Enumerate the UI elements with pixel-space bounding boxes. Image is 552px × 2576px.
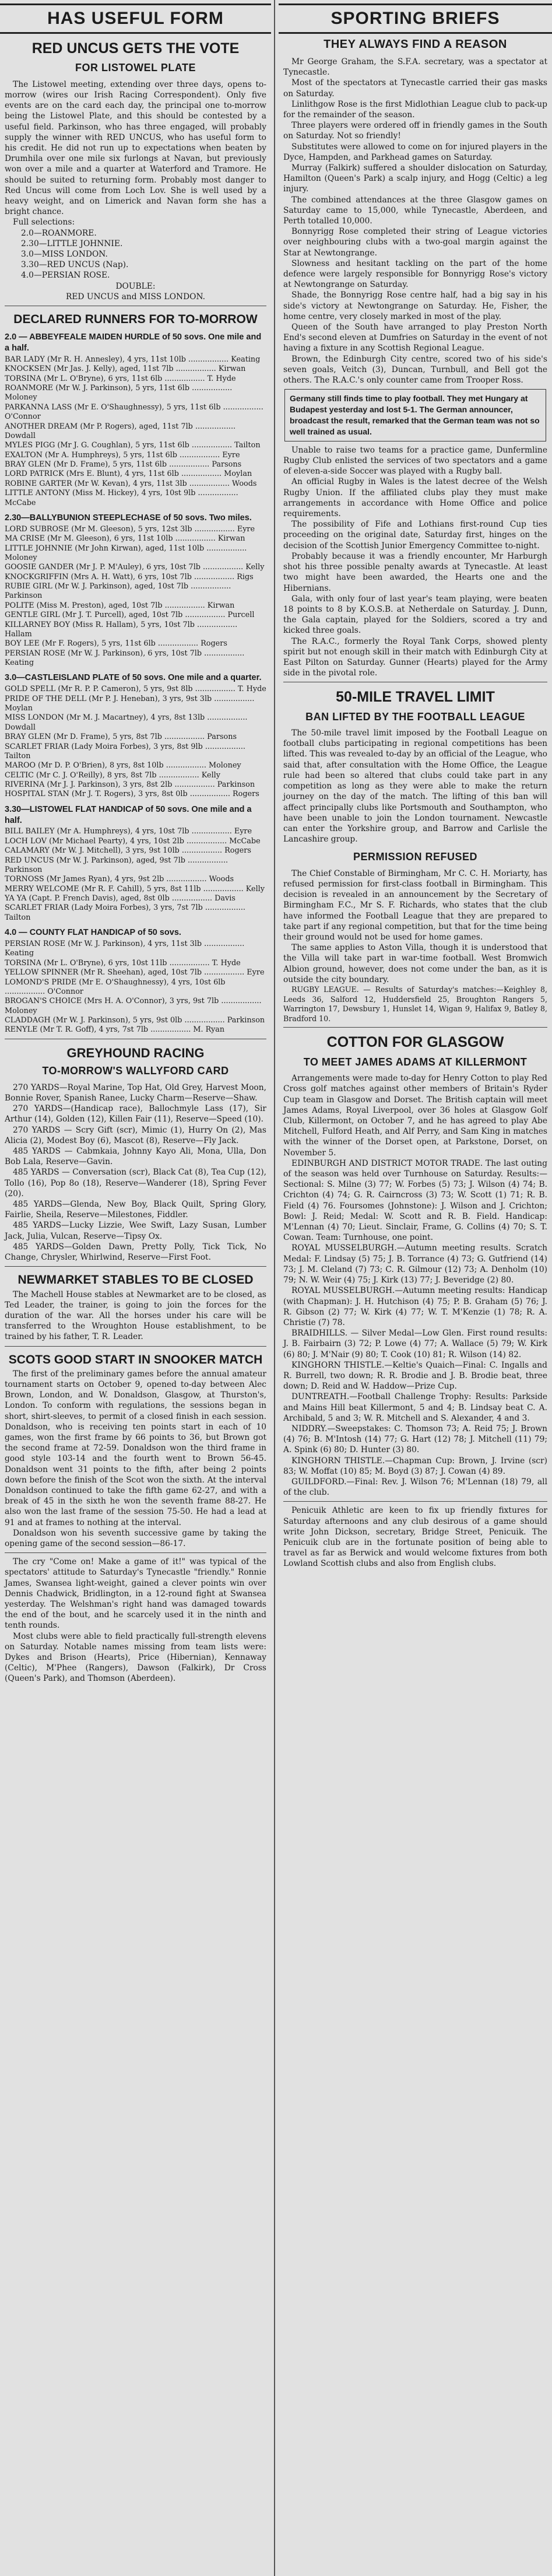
paragraph: The cry "Come on! Make a game of it!" was typical of the spectators' attitude to Saturday's Tynecastle "friendly." Ronnie James, Swansea light-weight, gained a clever points win over Dennis Chadwick, Bridlington, in a 12-round fight at Swansea yesterday. The Welshman's right hand was damaged towards the end of the bout, and he scarcely used it in the ninth and tenth rounds. <box>5 1557 266 1631</box>
newmarket-headline: NEWMARKET STABLES TO BE CLOSED <box>17 1273 254 1287</box>
runner-entry: EXALTON (Mr A. Humphreys), 5 yrs, 11st 6lb ................. Eyre <box>5 450 240 460</box>
race-title: 4.0 — COUNTY FLAT HANDICAP of 50 sovs. <box>5 928 181 938</box>
runner-entry: MYLES PIGG (Mr J. G. Coughlan), 5 yrs, 11st 6lb ................. Tailton <box>5 441 261 450</box>
runner-entry: ANOTHER DREAM (Mr P. Rogers), aged, 11st 7lb ................. Dowdall <box>5 422 236 440</box>
runner-entry: LORD PATRICK (Mrs E. Blunt), 4 yrs, 11st 6lb ................. Moylan <box>5 469 252 479</box>
result-paragraph: NIDDRY.—Sweepstakes: C. Thomson 73; A. Reid 75; J. Brown (4) 76; B. M'Intosh (14) 77; G. Hart (12) 78; J. Mitchell (11) 79; A. Spink (6) 80; D. Hunter (3) 80. <box>283 1424 547 1455</box>
runners-headline: DECLARED RUNNERS FOR TO-MORROW <box>13 313 258 327</box>
runner-entry: BOY LEE (Mr F. Rogers), 5 yrs, 11st 6lb ................. Rogers <box>5 639 227 649</box>
runner-entry: RED UNCUS (Mr W. J. Parkinson), aged, 9st 7lb ................. Parkinson <box>5 856 228 874</box>
runner-entry: ROBINE GARTER (Mr W. Kevan), 4 yrs, 11st 3lb ................. Woods <box>5 479 257 488</box>
brief-paragraph: Murray (Falkirk) suffered a shoulder dislocation on Saturday, Hamilton (Queen's Park) a scalp injury, and Hogg (Celtic) a leg injury. <box>283 163 547 194</box>
brief-paragraph: Mr George Graham, the S.F.A. secretary, was a spectator at Tynecastle. <box>283 57 547 78</box>
paragraph: Arrangements were made to-day for Henry Cotton to play Red Cross golf matches against other members of Britain's Ryder Cup team in Glasgow and Dorset. The British captain will meet James Adams, Royal Liverpool, over 36 holes at Glasgow Golf Club, Killermont, on October 7, and he has agreed to play Abe Mitchell, Fulford Heath, and Alf Perry, and Sam King in matches with the winner of the Dorset open, at Parkstone, Dorset, on November 5. <box>283 1074 547 1158</box>
rule <box>283 1501 547 1502</box>
left-banner: HAS USEFUL FORM <box>0 3 271 34</box>
cotton-headline: COTTON FOR GLASGOW <box>326 1034 504 1051</box>
runner-entry: RIVERINA (Mr J. J. Parkinson), 3 yrs, 8st 2lb ................. Parkinson <box>5 780 255 790</box>
runner-entry: BRAY GLEN (Mr D. Frame), 5 yrs, 11st 6lb ................. Parsons <box>5 460 242 469</box>
paragraph: Most clubs were able to field practically full-strength elevens on Saturday. Notable names missing from team lists were: Dykes and Brison (Hearts), Price (Hibernian), Kennaway (Celtic), M'Phee (Rangers), Dawson (Falkirk), Dr Cross (Queen's Park), and Thomson (Aberdeen). <box>5 1631 266 1684</box>
runner-entry: HOSPITAL STAN (Mr J. T. Rogers), 3 yrs, 8st 0lb ................. Rogers <box>5 790 259 799</box>
selection-item: 3.30—RED UNCUS (Nap). <box>21 260 129 270</box>
brief-paragraph: An official Rugby in Wales is the latest decree of the Welsh Rugby Union. If the affiliated clubs play they must make arrangements in accordance with Home Office and police requirements. <box>283 477 547 519</box>
greyhound-headline: GREYHOUND RACING <box>66 1045 205 1060</box>
brief-paragraph: Slowness and hesitant tackling on the part of the home defence were largely responsible for Bonnyrigg Rose's victory at Newtongrange on Saturday. <box>283 258 547 290</box>
runner-entry: PRIDE OF THE DELL (Mr P. J. Heneban), 3 yrs, 9st 3lb ................. Moylan <box>5 694 255 713</box>
runner-entry: GENTLE GIRL (Mr J. T. Purcell), aged, 10st 7lb ................. Purcell <box>5 611 255 620</box>
runner-entry: RUBIE GIRL (Mr W. J. Parkinson), aged, 10st 7lb ................. Parkinson <box>5 582 231 601</box>
brief-paragraph: Probably because it was a friendly encounter, Mr Harburgh shot his three possible penalty awards at Tynecastle. At least two might have been awarded, the Hearts one and the Hibernians. <box>283 551 547 593</box>
paragraph: Full selections: <box>13 218 75 227</box>
runner-entry: MERRY WELCOME (Mr R. F. Cahill), 5 yrs, 8st 11lb ................. Kelly <box>5 884 265 893</box>
runner-entry: KNOCKGRIFFIN (Mrs A. H. Watt), 6 yrs, 10st 7lb ................. Rigs <box>5 572 254 581</box>
travel-subheadline: BAN LIFTED BY THE FOOTBALL LEAGUE <box>305 710 525 723</box>
paragraph: The first of the preliminary games before the annual amateur tournament starts on October 9, opened to-day between Alec Brown, London, and W. Donaldson, Glasgow, at Thurston's, London. To conform with regulations, the sessions began in short, shirt-sleeves, to permit of a closed finish in each session. Donaldson, who is receiving ten points start in each of 10 games, won the first frame by 66 points to 36, but Brown got the second frame at 72-59. Donaldson won the third frame in good style 103-14 and the fourth went to Brown 56-45. Donaldson went 31 points to the fifth, after being 2 points down before the finish of the Scot won the sixth. At the interval Donaldson continued to take the fifth game 62-27, and with a break of 45 in the sixth he won the seventh frame 88-27. He also won the last frame of the session 75-50. He had a lead at 91 and at frames to nothing at the interval. <box>5 1369 266 1527</box>
paragraph: Penicuik Athletic are keen to fix up friendly fixtures for Saturday afternoons and any club desirous of a game should write John Dickson, secretary, Bridge Street, Penicuik. The Penicuik club are in the fortunate position of being able to travel as far as Berwick and would welcome fixtures from both Lowland Scottish clubs and also from English clubs. <box>283 1506 547 1569</box>
runner-entry: SCARLET FRIAR (Lady Moira Forbes), 3 yrs, 8st 9lb ................. Tailton <box>5 742 245 760</box>
runner-entry: RENYLE (Mr T. R. Goff), 4 yrs, 7st 7lb ................. M. Ryan <box>5 1025 225 1035</box>
runner-entry: CELTIC (Mr C. J. O'Reilly), 8 yrs, 8st 7lb ................. Kelly <box>5 770 221 780</box>
brief-paragraph: Gala, with only four of last year's team playing, were beaten 18 points to 8 by K.O.S.B. at Netherdale on Saturday. J. Dunn, the Gala captain, played for the Soldiers, scored a try and kicked three goals. <box>283 594 547 636</box>
runner-entry: BROGAN'S CHOICE (Mrs H. A. O'Connor), 3 yrs, 9st 7lb ................. Moloney <box>5 997 262 1015</box>
runner-entry: POLITE (Miss M. Preston), aged, 10st 7lb ................. Kirwan <box>5 601 235 610</box>
uncus-subheadline: FOR LISTOWEL PLATE <box>75 62 196 74</box>
rule <box>283 1027 547 1028</box>
paragraph: The Chief Constable of Birmingham, Mr C. C. H. Moriarty, has refused permission for first-class football in Birmingham. This decision is revealed in an announcement by the Secretary of Birmingham F.C., Mr S. F. Richards, who states that the club have informed the Football League that they are prepared to take part if any regional competition, but that for the time being their ground would not be used for home games. <box>283 868 547 942</box>
race-title: 2.30—BALLYBUNION STEEPLECHASE of 50 sovs. Two miles. <box>5 513 252 523</box>
runner-entry: LORD SUBROSE (Mr M. Gleeson), 5 yrs, 12st 3lb ................. Eyre <box>5 524 255 534</box>
paragraph: The 50-mile travel limit imposed by the Football League on football clubs participating in regional competitions has been lifted. This was revealed to-day by an official of the League, who said that, after consultation with the Home Office, the League rule had been so altered that clubs could take part in any competition as long as they were able to make the return journey on the day of the match. The lifting of this ban will affect principally clubs like Portsmouth and Southampton, who have been unable to join the London tournament. Newcastle can enter the Yorkshire group, and Barrow and Carlisle the Lancashire group. <box>283 728 547 844</box>
briefs-list-2 <box>279 445 552 678</box>
paragraph: 485 YARDS — Conversation (scr), Black Cat (8), Tea Cup (12), Tollo (16), Pop 8o (18), Reserve—Wanderer (18), Spring Fever (20). <box>5 1168 266 1198</box>
result-paragraph: GUILDFORD.—Final: Rev. J. Wilson 76; M'Lennan (18) 79, all of the club. <box>283 1477 547 1498</box>
golf-results <box>279 1158 552 1498</box>
result-paragraph: EDINBURGH AND DISTRICT MOTOR TRADE. The last outing of the season was held over Turnhouse on Saturday. Results:—Sectional: S. Milne (3) 77; W. Forbes (5) 73; J. Wilson (4) 74; B. Crichton (4) 74; G. R. Cairncross (3) 73; W. Scott (1) 71; R. B. Field (4) 76. Foursomes (Johnstone): J. Wilson and J. Crichton; Bowl: J. Reid; Medal: W. Scott and R. B. Field. Handicap: M'Lennan (4) 70; Lieut. Sinclair, Frame, G. Collins (4) 70; S. T. Cowan. Team: Turnhouse, one point. <box>283 1158 547 1243</box>
brief-paragraph: Substitutes were allowed to come on for injured players in the Dyce, Hampden, and Parkhead games on Saturday. <box>283 142 547 162</box>
brief-paragraph: Unable to raise two teams for a practice game, Dunfermline Rugby Club enlisted the services of two spectators and a game of eleven-a-side Soccer was played with a Rugby ball. <box>283 445 547 476</box>
runner-entry: BILL BAILEY (Mr A. Humphreys), 4 yrs, 10st 7lb ................. Eyre <box>5 827 252 836</box>
brief-paragraph: Queen of the South have arranged to play Preston North End's second eleven at Dumfries on Saturday in the event of not having a fixture in any Scottish Regional League. <box>283 323 547 353</box>
runner-entry: MISS LONDON (Mr M. J. Macartney), 4 yrs, 8st 13lb ................. Dowdall <box>5 713 248 732</box>
runner-entry: CLADDAGH (Mr W. J. Parkinson), 5 yrs, 9st 0lb ................. Parkinson <box>5 1016 265 1025</box>
greyhound-card <box>0 1082 271 1263</box>
paragraph: Donaldson won his seventh successive game by taking the opening game of the second session—86-17. <box>5 1528 266 1549</box>
brief-paragraph: The R.A.C., formerly the Royal Tank Corps, showed plenty spirit but not enough skill in their match with Edinburgh City at East Pilton on Saturday. Gunner (Hearts) played for the Army side in the pivotal role. <box>283 636 547 678</box>
right-column <box>279 0 552 2576</box>
uncus-headline: RED UNCUS GETS THE VOTE <box>31 40 240 57</box>
brief-paragraph: Three players were ordered off in friendly games in the South on Saturday. Not so friendly! <box>283 121 547 141</box>
runner-entry: LITTLE JOHNNIE (Mr John Kirwan), aged, 11st 10lb ................. Moloney <box>5 544 247 562</box>
runner-entry: YA YA (Capt. P. French Davis), aged, 8st 0lb ................. Davis <box>5 894 235 903</box>
briefs-headline: THEY ALWAYS FIND A REASON <box>324 38 507 51</box>
runner-entry: LOMOND'S PRIDE (Mr E. O'Shaughnessy), 4 yrs, 10st 6lb ................. O'Connor <box>5 977 226 996</box>
greyhound-subheadline: TO-MORROW'S WALLYFORD CARD <box>42 1065 229 1077</box>
rule <box>5 1346 266 1347</box>
runner-entry: MAROO (Mr D. P. O'Brien), 8 yrs, 8st 10lb ................. Moloney <box>5 761 241 770</box>
right-banner: SPORTING BRIEFS <box>279 3 552 34</box>
runner-entry: PERSIAN ROSE (Mr W. J. Parkinson), 6 yrs, 10st 7lb ................. Keating <box>5 649 245 668</box>
paragraph: 485 YARDS — Cabmkaia, Johnny Kayo Ali, Mona, Ulla, Don Bob Lala, Reserve—Gavin. <box>5 1147 266 1167</box>
brief-paragraph: Linlithgow Rose is the first Midlothian League club to pack-up for the remainder of the season. <box>283 99 547 120</box>
result-paragraph: ROYAL MUSSELBURGH.—Autumn meeting results. Scratch Medal: F. Lindsay (5) 75; J. B. Torrance (4) 73; G. Gutfriend (14) 73; J. M. Cleland (7) 73; C. R. Gilmour (12) 73; A. Denholm (10) 79; N. W. Weir (4) 75; J. Kirk (13) 77; J. Beveridge (2) 80. <box>283 1243 547 1285</box>
race-title: 3.30—LISTOWEL FLAT HANDICAP of 50 sovs. One mile and a half. <box>5 804 252 825</box>
runner-entry: BRAY GLEN (Mr D. Frame), 5 yrs, 8st 7lb ................. Parsons <box>5 733 237 742</box>
snooker-headline: SCOTS GOOD START IN SNOOKER MATCH <box>8 1352 263 1366</box>
selections-list <box>0 228 271 281</box>
race-title: 2.0 — ABBEYFEALE MAIDEN HURDLE of 50 sovs. One mile and a half. <box>5 332 262 353</box>
paragraph: 270 YARDS—Royal Marine, Top Hat, Old Grey, Harvest Moon, Bonnie Rover, Spanish Ranee, Lucky Charm—Reserve—Shaw. <box>5 1082 266 1103</box>
rule <box>5 1266 266 1267</box>
runner-entry: TORSINA (Mr L. O'Bryne), 6 yrs, 10st 11lb ................. T. Hyde <box>5 958 241 968</box>
runner-entry: ROANMORE (Mr W. J. Parkinson), 5 yrs, 11st 6lb ................. Moloney <box>5 384 233 402</box>
runner-entry: TORSINA (Mr L. O'Bryne), 6 yrs, 11st 6lb ................. T. Hyde <box>5 374 236 383</box>
germany-box: Germany still finds time to play football. They met Hungary at Budapest yesterday and lost 5-1. The German announcer, broadcast the result, remarked that the German team was not so well trained as usual. <box>284 389 546 441</box>
paragraph: 270 YARDS—(Handicap race), Ballochmyle Lass (17), Sir Arthur (14), Golden (12), Killen Fair (11), Reserve—Speed (10). <box>5 1104 266 1124</box>
double-label: DOUBLE: <box>115 281 156 291</box>
result-paragraph: ROYAL MUSSELBURGH.—Autumn meeting results: Handicap (with Chapman): J. H. Hutchison (4) 75; P. B. Graham (5) 76; J. R. Gibson (2) 77; W. Kirk (4) 77; W. T. M'Kenzie (1) 78; R. A. Christie (7) 78. <box>283 1286 547 1327</box>
briefs-list <box>279 57 552 385</box>
brief-paragraph: The possibility of Fife and Lothians first-round Cup ties proceeding on the original date, Saturday first, hinges on the decision of the Scottish Junior Emergency Committee to-night. <box>283 520 547 551</box>
result-paragraph: KINGHORN THISTLE.—Keltie's Quaich—Final: C. Ingalls and R. Burrell, two down; R. R. Brodie and J. B. Brodie beat, three down; D. Reid and W. Haddow—Prize Cup. <box>283 1360 547 1392</box>
selection-item: 4.0—PERSIAN ROSE. <box>21 271 110 281</box>
result-paragraph: BRAIDHILLS. — Silver Medal—Low Glen. First round results: J. B. Fairbairn (3) 72; P. Lowe (4) 77; A. Wallace (5) 79; W. Kirk (6) 80; J. M'Nair (9) 80; T. Cook (10) 81; R. Wilson (14) 82. <box>283 1329 547 1359</box>
left-column <box>0 0 271 2576</box>
runner-entry: PARKANNA LASS (Mr E. O'Shaughnessy), 5 yrs, 11st 6lb ................. O'Connor <box>5 402 263 422</box>
travel-headline: 50-MILE TRAVEL LIMIT <box>336 689 495 706</box>
paragraph: The same applies to Aston Villa, though it is understood that the Villa will take part in war-time football. West Bromwich Albion ground, however, does not come under the ban, as it is outside the city boundary. <box>283 943 547 984</box>
brief-paragraph: Brown, the Edinburgh City centre, scored two of his side's seven goals, Veitch (3), Duncan, Turnbull, and Bell got the others. The R.A.C.'s only counter came from Trooper Ross. <box>283 354 547 385</box>
paragraph: 485 YARDS—Glenda, New Boy, Black Quilt, Spring Glory, Fairlie, Sheila, Reserve—Milestones, Fiddler. <box>5 1200 266 1220</box>
brief-paragraph: Most of the spectators at Tynecastle carried their gas masks on Saturday. <box>283 78 547 99</box>
runner-entry: MA CRISE (Mr M. Gleeson), 6 yrs, 11st 10lb ................. Kirwan <box>5 534 245 544</box>
race-title: 3.0—CASTLEISLAND PLATE of 50 sovs. One mile and a quarter. <box>5 673 262 683</box>
paragraph: The Listowel meeting, extending over three days, opens to-morrow (wires our Irish Racing Correspondent). Only five events are on the card each day, the principal one to-morrow being the Listowel Plate, and this should be contested by a useful field. Parkinson, who has three engaged, will probably supply the winner with RED UNCUS, who has useful form to his credit. He did not run up to expectations when beaten by Drumhila over one mile six furlongs at Navan, but previously won over a mile and a quarter at Waterford and Tramore. He should be suited to returning form. Probably most danger to Red Uncus will come from Loch Lov. She is well used by a heavy weight, and on Limerick and Navan form she has a bright chance. <box>5 79 266 217</box>
paragraph: 485 YARDS—Lucky Lizzie, Wee Swift, Lazy Susan, Lumber Jack, Julia, Vulcan, Reserve—Tipsy Ox. <box>5 1221 266 1241</box>
runner-entry: LOCH LOV (Mr Michael Pearty), 4 yrs, 10st 2lb ................. McCabe <box>5 836 261 846</box>
brief-paragraph: Shade, the Bonnyrigg Rose centre half, had a big say in his side's victory at Newtongrange on Saturday. He, Fisher, the home centre, very closely marked in most of the play. <box>283 290 547 321</box>
result-paragraph: DUNTREATH.—Football Challenge Trophy: Results: Parkside and Mains Hill beat Killermont, 5 and 4; B. Lindsay beat C. A. Archibald, 5 and 3; W. R. Mitchell and S. Alexander, 4 and 3. <box>283 1392 547 1423</box>
result-paragraph: KINGHORN THISTLE.—Chapman Cup: Brown, J. Irvine (scr) 83; W. Moffat (10) 85; M. Boyd (3) 87; J. Cowan (4) 89. <box>283 1456 547 1476</box>
runner-entry: SCARLET FRIAR (Lady Moira Forbes), 3 yrs, 7st 7lb ................. Tailton <box>5 903 245 922</box>
double-text: RED UNCUS and MISS LONDON. <box>65 292 206 302</box>
selection-item: 2.0—ROANMORE. <box>21 228 97 238</box>
runner-entry: TORNOSS (Mr James Ryan), 4 yrs, 9st 2lb ................. Woods <box>5 875 234 884</box>
uncus-article <box>0 79 271 228</box>
races-section <box>0 332 271 1035</box>
rule <box>5 1552 266 1553</box>
runner-entry: PERSIAN ROSE (Mr W. J. Parkinson), 4 yrs, 11st 3lb ................. Keating <box>5 940 245 958</box>
paragraph: The Machell House stables at Newmarket are to be closed, as Ted Leader, the trainer, is going to join the forces for the duration of the war. All the horses under his care will be transferred to the Wroughton House establishment, to be trained by his father, T. R. Leader. <box>5 1289 266 1342</box>
paragraph: 270 YARDS — Scry Gift (scr), Mimic (1), Hurry On (2), Mas Alicia (2), Modest Boy (6), Mascot (8), Reserve—Fly Jack. <box>5 1125 266 1145</box>
runner-entry: KNOCKSEN (Mr Jas. J. Kelly), aged, 11st 7lb ................. Kirwan <box>5 365 246 374</box>
paragraph: RUGBY LEAGUE. — Results of Saturday's matches:—Keighley 8, Leeds 36, Salford 12, Huddersfield 25, Broughton Rangers 5, Warrington 17, Dewsbury 1, Hunslet 14, Wigan 9, Halifax 9, Batley 8, Bradford 10. <box>283 985 547 1023</box>
cotton-subheadline: TO MEET JAMES ADAMS AT KILLERMONT <box>303 1056 528 1068</box>
selection-item: 2.30—LITTLE JOHNNIE. <box>21 239 123 248</box>
brief-paragraph: The combined attendances at the three Glasgow games on Saturday came to 15,000, while Tynecastle, Aberdeen, and Perth totalled 10,000. <box>283 195 547 226</box>
brief-paragraph: Bonnyrigg Rose completed their string of League victories over neighbouring clubs with a two-goal margin against the Star at Newtongrange. <box>283 227 547 258</box>
column-divider <box>274 0 275 2576</box>
runner-entry: GOLD SPELL (Mr R. P. P. Cameron), 5 yrs, 9st 8lb ................. T. Hyde <box>5 685 266 694</box>
runner-entry: BAR LADY (Mr R. H. Annesley), 4 yrs, 11st 10lb ................. Keating <box>5 355 261 364</box>
runner-entry: GOOSIE GANDER (Mr J. P. M'Auley), 6 yrs, 10st 7lb ................. Kelly <box>5 563 265 572</box>
runner-entry: YELLOW SPINNER (Mr R. Sheehan), aged, 10st 7lb ................. Eyre <box>5 968 265 977</box>
permission-headline: PERMISSION REFUSED <box>353 851 478 863</box>
runner-entry: KILLARNEY BOY (Miss R. Hallam), 5 yrs, 10st 7lb ................. Hallam <box>5 620 238 639</box>
runner-entry: LITTLE ANTONY (Miss M. Hickey), 4 yrs, 10st 9lb ................. McCabe <box>5 489 238 507</box>
runner-entry: CALAMARY (Mr W. J. Mitchell), 3 yrs, 9st 10lb ................. Rogers <box>5 846 251 856</box>
selection-item: 3.0—MISS LONDON. <box>21 250 108 259</box>
paragraph: 485 YARDS—Golden Dawn, Pretty Polly, Tick Tick, No Change, Chrysler, Whirlwind, Reserve—First Foot. <box>5 1242 266 1263</box>
